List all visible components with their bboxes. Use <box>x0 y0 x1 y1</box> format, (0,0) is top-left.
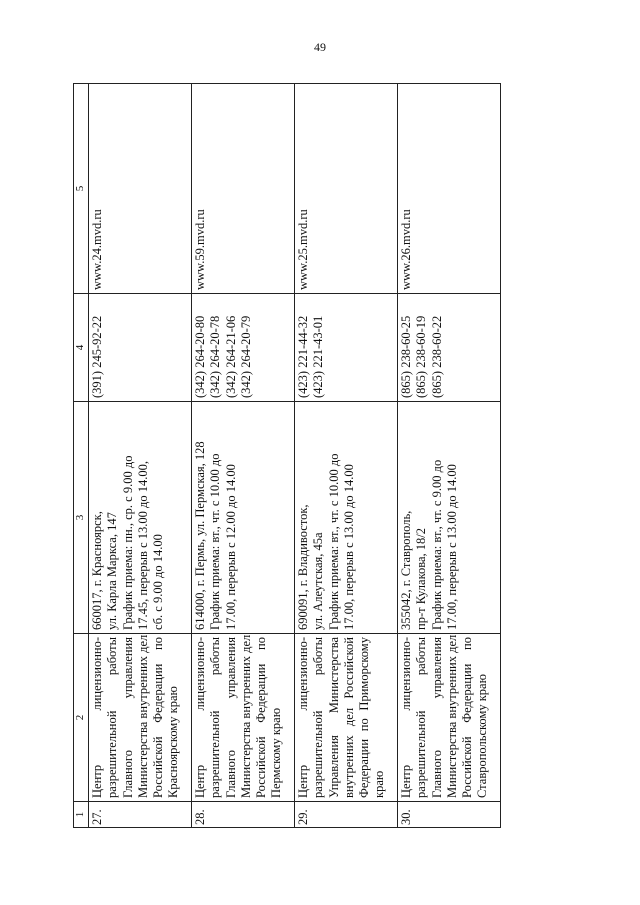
organization-name-line <box>311 637 326 798</box>
organization-name-line <box>151 637 166 798</box>
organization-name-line <box>296 637 311 798</box>
address-line: 690091, г. Владивосток, <box>296 504 310 630</box>
row-number: 29. <box>295 802 398 828</box>
organization-name-word: работы <box>105 637 120 676</box>
organization-name-line <box>327 637 342 798</box>
organization-name-line <box>399 637 414 798</box>
website-address: www.59.mvd.ru <box>193 209 207 290</box>
organization-name-word: Главного <box>429 750 444 798</box>
website-cell <box>192 84 295 294</box>
table-row <box>398 84 501 828</box>
phones-cell <box>295 294 398 402</box>
row-number: 30. <box>398 802 501 828</box>
organization-name-word: управления <box>429 637 444 699</box>
organization-name-cell <box>89 634 192 802</box>
address-schedule-cell <box>89 402 192 634</box>
phone-number: (342) 264-20-80 <box>193 315 207 398</box>
organization-name-word: Федерации <box>254 663 268 723</box>
organization-name-line <box>193 637 208 798</box>
rotated-table-container <box>73 83 501 828</box>
organization-name-word: управления <box>120 637 135 699</box>
organization-name-word: Главного <box>120 750 135 798</box>
organization-name-word: Центр <box>193 764 207 798</box>
address-line: 614000, г. Пермь, ул. Пермская, 128 <box>193 441 207 630</box>
organization-name-word: краю <box>372 770 387 798</box>
organization-name-word: разрешительной <box>311 710 326 798</box>
address-line: 17.00, перерыв с 12.00 до 14.00 <box>223 464 238 630</box>
phones-cell <box>89 294 192 402</box>
address-line: 355042, г. Ставрополь, <box>399 510 413 630</box>
organization-name-line <box>121 637 136 798</box>
organization-name-word: Министерства внутренних дел <box>238 634 253 798</box>
organization-name-word: работы <box>414 637 429 676</box>
phone-number: (391) 245-92-22 <box>90 315 104 398</box>
phone-number: (342) 264-21-06 <box>223 315 238 398</box>
organization-name-word: Главного <box>223 750 238 798</box>
organization-name-word: лицензионно- <box>296 637 310 711</box>
organization-name-line <box>342 637 357 798</box>
website-address: www.26.mvd.ru <box>399 209 413 290</box>
address-schedule-cell <box>192 402 295 634</box>
row-number: 28. <box>192 802 295 828</box>
column-number-3: 3 <box>74 402 89 634</box>
organization-name-word: Российской <box>151 736 165 798</box>
organization-name-word: Ставропольскому краю <box>475 674 490 798</box>
table-row <box>192 84 295 828</box>
organization-name-word: Российской <box>341 637 356 699</box>
website-address: www.25.mvd.ru <box>296 209 310 290</box>
website-cell <box>295 84 398 294</box>
organization-name-word: Управления <box>326 735 341 798</box>
phones-cell <box>192 294 295 402</box>
table-row <box>295 84 398 828</box>
organization-name-word: Министерства <box>326 637 341 714</box>
address-schedule-cell <box>295 402 398 634</box>
header-row <box>74 84 89 828</box>
organization-name-word: Центр <box>296 764 310 798</box>
organization-name-word: управления <box>223 637 238 699</box>
organization-name-word: разрешительной <box>414 710 429 798</box>
organization-name-word: Министерства внутренних дел <box>444 634 459 798</box>
organization-name-word: по <box>357 718 371 732</box>
organization-name-line <box>90 637 105 798</box>
address-schedule-cell <box>398 402 501 634</box>
address-line: График приема: вт., чт. с 10.00 до <box>208 453 223 630</box>
address-line: ул. Карла Маркса, 147 <box>105 512 120 630</box>
organization-name-line <box>357 637 372 798</box>
address-line: 17.00, перерыв с 13.00 до 14.00 <box>444 464 459 630</box>
organization-name-word: внутренних <box>341 735 356 798</box>
organization-name-word: по <box>460 637 474 650</box>
organization-name-line <box>372 637 387 798</box>
organization-name-word: лицензионно- <box>399 637 413 711</box>
phone-number: (865) 238-60-19 <box>414 315 429 398</box>
organization-name-word: Федерации <box>460 663 474 723</box>
address-line: ул. Алеутская, 45а <box>311 532 326 630</box>
organization-name-line <box>208 637 223 798</box>
organization-name-word: Федерации <box>357 738 371 798</box>
organization-name-word: Пермскому краю <box>269 707 284 798</box>
column-number-5: 5 <box>74 84 89 294</box>
page-number: 49 <box>314 40 326 54</box>
column-number-1: 1 <box>74 802 89 828</box>
organization-name-cell <box>295 634 398 802</box>
address-line: 660017, г. Красноярск, <box>90 511 104 630</box>
address-line: График приема: вт., чт. с 9.00 до <box>429 459 444 630</box>
organization-name-word: Красноярскому краю <box>166 686 181 798</box>
organization-name-word: Федерации <box>151 663 165 723</box>
organization-name-word: Российской <box>254 736 268 798</box>
organization-name-line <box>166 637 181 798</box>
organization-name-word: работы <box>208 637 223 676</box>
organization-name-line <box>475 637 490 798</box>
phone-number: (342) 264-20-79 <box>238 315 253 398</box>
address-line: сб. с 9.00 до 14.00 <box>151 534 165 630</box>
licensing-centers-table <box>73 83 501 828</box>
organization-name-word: Министерства внутренних дел <box>135 634 150 798</box>
organization-name-line <box>414 637 429 798</box>
website-address: www.24.mvd.ru <box>90 209 104 290</box>
organization-name-word: Российской <box>460 736 474 798</box>
address-line: График приема: вт., чт. с 10.00 до <box>326 453 341 630</box>
organization-name-line <box>269 637 284 798</box>
organization-name-cell <box>192 634 295 802</box>
website-cell <box>89 84 192 294</box>
organization-name-word: Центр <box>399 764 413 798</box>
organization-name-word: лицензионно- <box>90 637 104 711</box>
organization-name-line <box>105 637 120 798</box>
table-row <box>89 84 192 828</box>
phone-number: (342) 264-20-78 <box>208 315 223 398</box>
organization-name-word: разрешительной <box>208 710 223 798</box>
organization-name-cell <box>398 634 501 802</box>
organization-name-word: разрешительной <box>105 710 120 798</box>
address-line: График приема: пн., ср. с 9.00 до <box>120 455 135 630</box>
address-line: пр-т Кулакова, 18/2 <box>414 527 429 630</box>
address-line: 17.00, перерыв с 13.00 до 14.00 <box>341 464 356 630</box>
organization-name-word: лицензионно- <box>193 637 207 711</box>
organization-name-word: по <box>151 637 165 650</box>
address-line: 17.45, перерыв с 13.00 до 14.00, <box>135 461 150 630</box>
organization-name-word: работы <box>311 637 326 676</box>
phone-number: (865) 238-60-22 <box>429 315 444 398</box>
phone-number: (865) 238-60-25 <box>399 315 413 398</box>
organization-name-line <box>254 637 269 798</box>
organization-name-line <box>460 637 475 798</box>
column-number-2: 2 <box>74 634 89 802</box>
organization-name-line <box>224 637 239 798</box>
phone-number: (423) 221-44-32 <box>296 315 310 398</box>
organization-name-line <box>238 634 254 798</box>
organization-name-line <box>444 634 460 798</box>
website-cell <box>398 84 501 294</box>
column-number-4: 4 <box>74 294 89 402</box>
organization-name-word: по <box>254 637 268 650</box>
organization-name-word: дел <box>341 707 356 727</box>
row-number: 27. <box>89 802 192 828</box>
organization-name-line <box>430 637 445 798</box>
organization-name-line <box>135 634 151 798</box>
phone-number: (423) 221-43-01 <box>311 315 326 398</box>
organization-name-word: Приморскому <box>357 637 371 711</box>
phones-cell <box>398 294 501 402</box>
organization-name-word: Центр <box>90 764 104 798</box>
